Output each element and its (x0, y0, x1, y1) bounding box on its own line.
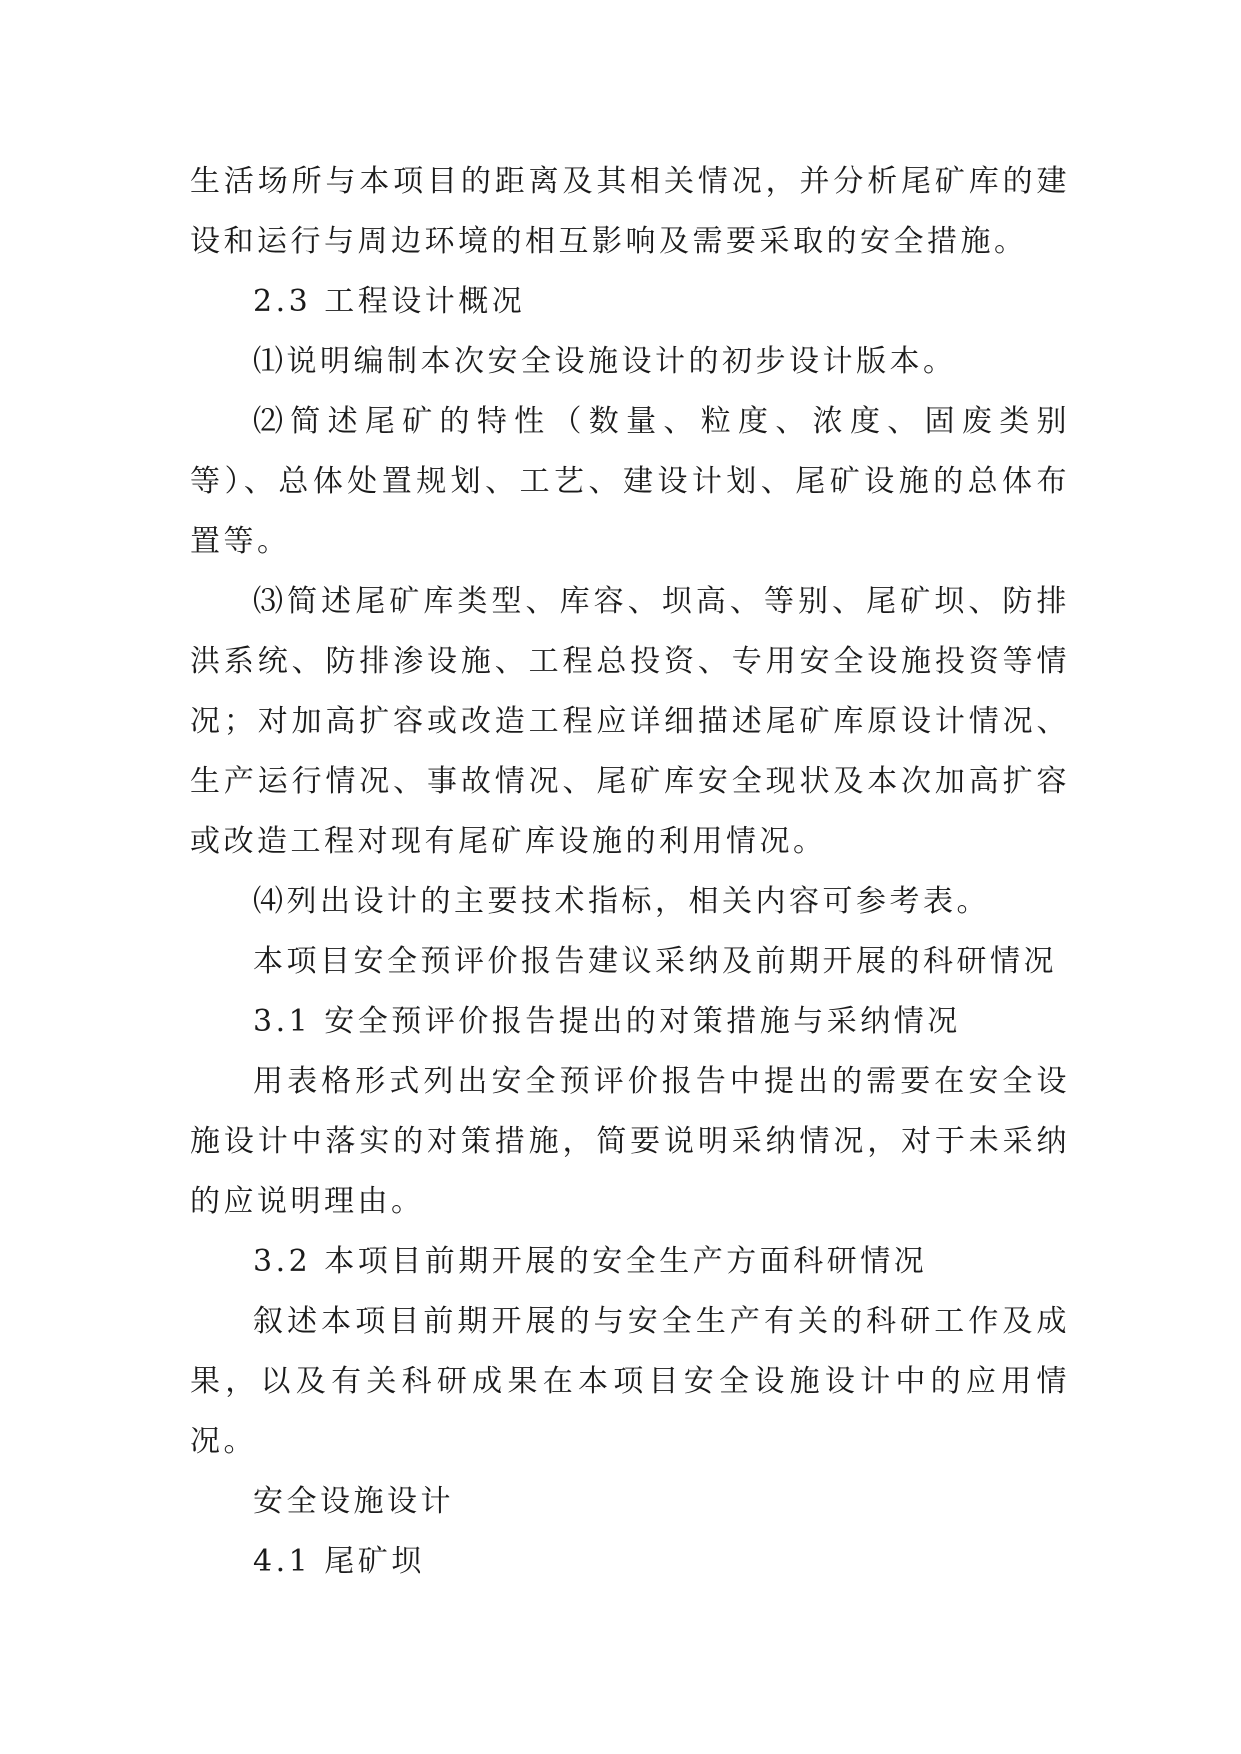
document-page (190, 152, 1070, 1592)
section-heading-3-2: 3.2 本项目前期开展的安全生产方面科研情况 (253, 1244, 928, 1279)
paragraph-3-1-body: 用表格形式列出安全预评价报告中提出的需要在安全设施设计中落实的对策措施，简要说明采纳情况，对于未采纳的应说明理由。 (190, 1064, 1070, 1219)
paragraph-item-2: ⑵简述尾矿的特性（数量、粒度、浓度、固废类别等）、总体处置规划、工艺、建设计划、尾矿设施的总体布置等。 (190, 404, 1070, 559)
paragraph-item-3: ⑶简述尾矿库类型、库容、坝高、等别、尾矿坝、防排洪系统、防排渗设施、工程总投资、专用安全设施投资等情况；对加高扩容或改造工程应详细描述尾矿库原设计情况、生产运行情况、事故情况、尾矿库安全现状及本次加高扩容或改造工程对现有尾矿库设施的利用情况。 (190, 584, 1070, 859)
section-heading-3: 本项目安全预评价报告建议采纳及前期开展的科研情况 (253, 944, 1057, 979)
paragraph-3-2-body: 叙述本项目前期开展的与安全生产有关的科研工作及成果，以及有关科研成果在本项目安全设施设计中的应用情况。 (190, 1304, 1070, 1459)
paragraph-item-1: ⑴说明编制本次安全设施设计的初步设计版本。 (253, 344, 957, 379)
section-heading-2-3: 2.3 工程设计概况 (253, 284, 526, 319)
section-heading-4: 安全设施设计 (253, 1484, 454, 1519)
section-heading-4-1: 4.1 尾矿坝 (253, 1544, 425, 1579)
paragraph-item-4: ⑷列出设计的主要技术指标，相关内容可参考表。 (253, 884, 990, 919)
paragraph-surroundings-continued: 生活场所与本项目的距离及其相关情况，并分析尾矿库的建设和运行与周边环境的相互影响及需要采取的安全措施。 (190, 164, 1070, 259)
section-heading-3-1: 3.1 安全预评价报告提出的对策措施与采纳情况 (253, 1004, 961, 1039)
